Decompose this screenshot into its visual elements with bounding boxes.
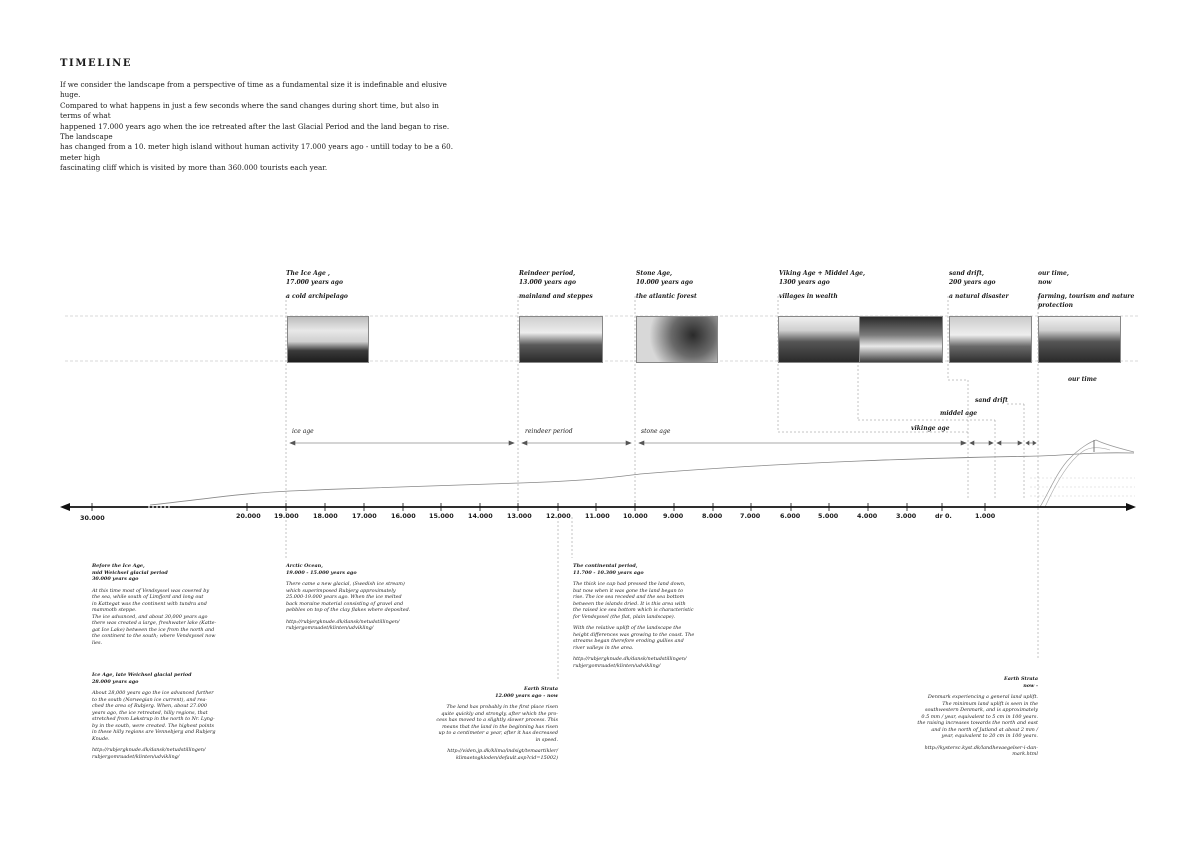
segment-label-ice-age: ice age <box>292 428 314 435</box>
note-title: 28.000 years ago <box>92 678 139 685</box>
note-line: height differences was growing to the coast. The <box>573 631 695 638</box>
note-late-weichsel <box>92 672 222 760</box>
note-line: means that the land in the beginning has risen <box>442 723 558 730</box>
period-arrows <box>290 441 1036 445</box>
period-subtitle: farming, tourism and nature <box>1038 293 1135 300</box>
period-date: 13.000 years ago <box>519 279 576 286</box>
axis-tick-label: 16.000 <box>391 512 416 520</box>
reindeer-period-image <box>519 316 603 363</box>
stone-age-image <box>636 316 718 363</box>
period-date: 200 years ago <box>949 279 996 286</box>
segment-label-stone-age: stone age <box>641 428 671 435</box>
axis-tick-label: 8.000 <box>702 512 723 520</box>
segment-label-middel-age: middel age <box>940 410 978 417</box>
note-line: stretched from Løkstrup in the north to Nr. Lyng- <box>92 716 215 722</box>
period-sand-drift <box>949 269 1009 301</box>
note-line: mammoth steppe. <box>92 607 137 613</box>
note-line: lies. <box>92 639 103 646</box>
note-line: 25.000-19.000 years ago. When the ice melted <box>286 594 402 600</box>
note-line: the sea, while south of Limfjord and long out <box>92 594 204 600</box>
period-subtitle: the atlantic forest <box>636 293 697 300</box>
axis-tick-label: 7.000 <box>740 512 761 520</box>
note-line: There came a new glacial, (Swedish ice stream) <box>286 581 405 587</box>
axis-tick-label: 3.000 <box>896 512 917 520</box>
axis-tick-label: 6.000 <box>780 512 801 520</box>
axis-tick-label: 20.000 <box>236 512 261 520</box>
segment-label-reindeer: reindeer period <box>525 428 573 435</box>
axis-tick-label: 17.000 <box>352 512 377 520</box>
axis-tick-label: 4.000 <box>857 512 878 520</box>
axis-tick-label: dr 0. <box>935 512 952 520</box>
viking-age-image <box>778 316 861 363</box>
axis-arrow-left <box>60 503 70 511</box>
note-line: and in the north of Jutland at about 2 mm / <box>931 726 1038 733</box>
note-line: Denmark experiencing a general land uplift. <box>927 694 1038 700</box>
source-link[interactable]: klimaetogkloden/default.asp?cid=15002) <box>455 754 558 761</box>
source-link[interactable]: http://viden.jp.dk/klima/indsigt/temaartikler/ <box>447 748 558 754</box>
note-line: in Kattegat was the continent with tundra and <box>92 600 207 607</box>
source-link[interactable]: http://rubjergknude.dk/dansk/netudstillingen/ <box>92 747 206 753</box>
period-stone-age <box>636 269 697 301</box>
note-line: rise. The ice sea receded and the sea bottom <box>573 594 685 600</box>
uplift-curve <box>150 453 1134 505</box>
note-line: the continent to the south; where Vendsyssel now <box>92 633 216 639</box>
note-line: The ice advanced, and about 30,000 years ago <box>92 613 208 620</box>
note-title: Earth Strata <box>524 686 558 692</box>
note-line: in these hilly regions are Vennebjerg and Rubjerg <box>92 729 216 735</box>
period-title: Reindeer period, <box>519 270 576 277</box>
source-link[interactable]: http://rubjergknude.dk/dansk/netudstillingen/ <box>573 656 687 662</box>
period-ice-age <box>286 269 348 301</box>
axis-tick-label: 9.000 <box>663 512 684 520</box>
note-line: The minimum land uplift is seen in the <box>942 700 1038 707</box>
note-title: 12.000 years ago - now <box>495 692 558 699</box>
axis-tick-label: 11.000 <box>585 512 610 520</box>
note-title: Earth Strata <box>1004 676 1038 682</box>
axis-tick-label: 15.000 <box>429 512 454 520</box>
note-line: the raising increases towards the north and east <box>917 720 1038 726</box>
note-line: but now when it was gone the land began to <box>573 587 684 594</box>
note-line: the raised ice sea bottom which is characteristic <box>573 607 694 613</box>
note-line: years ago, the ice retreated, hilly regions, that <box>92 709 208 716</box>
note-line: ched the area of Rubjerg. When, about 27.000 <box>92 703 208 709</box>
ice-age-image <box>287 316 369 363</box>
cliff-profile <box>1040 440 1134 507</box>
period-subtitle: mainland and steppes <box>519 293 593 300</box>
note-title: now - <box>1023 682 1038 689</box>
note-title: 19.000 - 15.000 years ago <box>286 569 357 576</box>
period-subtitle: a cold archipelago <box>286 293 348 300</box>
segment-label-vikinge-age: vikinge age <box>911 425 950 432</box>
note-line: About 28,000 years ago the ice advanced further <box>92 690 214 696</box>
note-line: pebbles on top of the clay flakes where deposited. <box>286 607 411 613</box>
period-date: 17.000 years ago <box>286 279 343 286</box>
note-line: river valleys in the area. <box>573 644 634 651</box>
note-line: At this time most of Vendsyssel was covered by <box>92 587 210 594</box>
our-time-image <box>1038 316 1121 363</box>
period-title: our time, <box>1038 270 1069 277</box>
note-line: there was created a large, freshwater lake (Katte- <box>92 620 217 626</box>
middel-age-image <box>859 316 943 363</box>
note-line: to the south (Norwegian ice current), and rea- <box>92 696 208 703</box>
axis-tick-label: 19.000 <box>274 512 299 520</box>
note-title: Ice Age, late Weichsel glacial period <box>92 672 192 678</box>
axis-tick-label: 18.000 <box>313 512 338 520</box>
segment-label-our-time: our time <box>1068 376 1097 383</box>
period-date: 1300 years ago <box>779 279 830 286</box>
note-line: With the relative uplift of the landscape the <box>573 625 682 631</box>
note-line: up to a centimeter a year, after it has decreased <box>438 730 558 736</box>
note-line: cess has moved to a slightly slower process. This <box>436 717 558 723</box>
source-link[interactable]: rubjergomraadet/klinten/udvikling/ <box>92 753 180 760</box>
source-link[interactable]: http://kystersc.kyst.dk/landhevaegelser-i-dan- <box>924 744 1038 751</box>
axis-tick-label: 30.000 <box>80 514 105 522</box>
note-line: The thick ice cap had pressed the land down, <box>573 581 686 587</box>
axis-tick-label: 5.000 <box>818 512 839 520</box>
period-subtitle: protection <box>1038 302 1074 309</box>
note-line: in speed. <box>535 736 558 743</box>
note-earth-strata-12000 <box>430 686 558 761</box>
source-link[interactable]: rubjergomraadet/klinten/udvikling/ <box>286 625 374 631</box>
note-line: which superimposed Rubjerg approximately <box>286 587 396 594</box>
note-line: southwestern Denmark, and is approximately <box>924 707 1038 713</box>
period-subtitle: villages in wealth <box>779 293 838 300</box>
axis-tick-label: 1.000 <box>975 512 996 520</box>
page-title: TIMELINE <box>60 58 133 69</box>
note-arctic-ocean <box>286 563 416 632</box>
note-line: gat Ice Lake) between the ice from the north and <box>92 626 215 633</box>
axis-arrow-right <box>1126 503 1136 511</box>
period-date: now <box>1038 279 1052 286</box>
note-title: Arctic Ocean, <box>286 563 323 569</box>
sand-drift-image <box>949 316 1032 363</box>
period-subtitle: a natural disaster <box>949 293 1009 300</box>
note-line: 0.5 mm / year, equivalent to 5 cm in 100 years. <box>921 713 1038 720</box>
intro-line: If we consider the landscape from a perspective of time as a fundamental size it is indefinable and elusive huge. <box>60 80 447 100</box>
note-line: for Vendsyssel (the flat, plain landscape). <box>573 613 676 620</box>
note-line: back moraine material consisting of gravel and <box>286 600 404 607</box>
segment-label-sand-drift: sand drift <box>975 397 1008 404</box>
source-link[interactable]: http://rubjergknude.dk/dansk/netudstillingen/ <box>286 618 400 625</box>
period-title: Viking Age + Middel Age, <box>779 270 866 277</box>
note-title: Before the Ice Age, <box>92 563 145 569</box>
note-line: between the islands dried. It is this area with <box>573 600 686 607</box>
period-reindeer <box>519 269 593 301</box>
period-viking-age <box>779 269 865 301</box>
note-line: year, equivalent to 20 cm in 100 years. <box>941 733 1038 739</box>
note-title: The continental period, <box>573 563 638 569</box>
note-line: quite quickly and strongly, after which the pro- <box>441 710 558 717</box>
axis-tick-label: 13.000 <box>507 512 532 520</box>
note-before-ice-age <box>92 563 217 646</box>
period-title: Stone Age, <box>636 270 673 277</box>
period-title: The Ice Age , <box>286 270 330 277</box>
period-title: sand drift, <box>949 270 984 277</box>
intro-line: has changed from a 10. meter high island without human activity 17.000 years ago - untill today to be a 60. meter high <box>60 142 453 162</box>
period-our-time <box>1038 269 1134 310</box>
axis-tick-label: 10.000 <box>623 512 648 520</box>
period-date: 10.000 years ago <box>636 279 693 286</box>
axis-tick-label: 14.000 <box>468 512 493 520</box>
note-earth-strata-now <box>898 676 1038 758</box>
note-continental-period <box>573 563 708 669</box>
source-link[interactable]: mark.html <box>1012 751 1038 757</box>
intro-line: Compared to what happens in just a few seconds where the sand changes during short time, but also in terms of what <box>60 100 439 121</box>
note-title: 30.000 years ago <box>92 576 139 582</box>
intro-line: fascinating cliff which is visited by more than 360.000 tourists each year. <box>60 163 328 173</box>
note-line: Knude. <box>92 735 110 742</box>
axis-tick-label: 12.000 <box>546 512 571 520</box>
note-title: 11.700 - 10.300 years ago <box>573 569 644 576</box>
cliff-profile <box>1045 448 1110 507</box>
note-line: The land has probably in the first place risen <box>446 704 558 710</box>
note-line: streams began therefore eroding gullies and <box>573 638 684 644</box>
note-title: mid Weichsel glacial period <box>92 569 168 576</box>
source-link[interactable]: rubjergomraadet/klinten/udvikling/ <box>573 662 661 669</box>
intro-line: happened 17.000 years ago when the ice retreated after the last Glacial Period and the land began to rise. The landscape <box>60 121 450 142</box>
note-line: by in the south, were created. The highest points <box>92 722 215 729</box>
